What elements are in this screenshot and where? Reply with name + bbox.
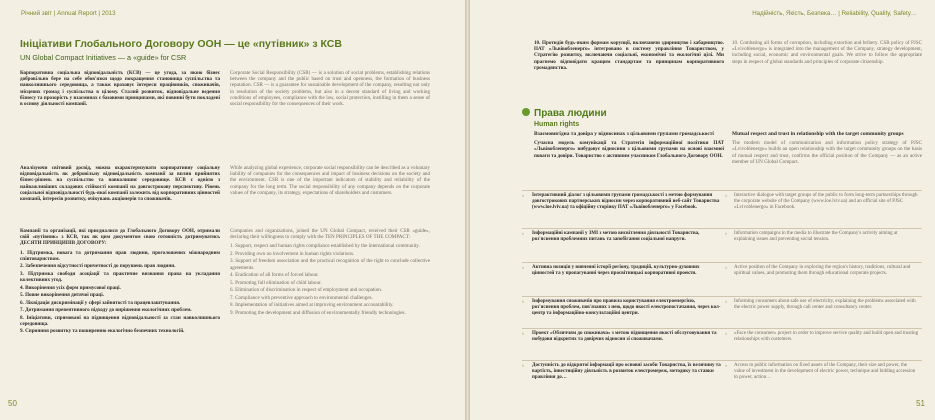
en-paragraph-2: While analyzing global experience, corporate social responsibility can be described as a voluntary liability of companies for the consequences and impact of business decisions on the society and the environment. CSR is one of the important indicators of stability and reliability of the company for the long term. The social responsibility of any company depends on the corporate values of the company, its strategy, expectations of shareholders and customers. (230, 165, 430, 196)
chevron-right-icon: › (522, 231, 524, 237)
table-row (522, 190, 922, 227)
ua-column-1 (20, 70, 220, 160)
row-en-text: Informing consumers about safe use of electricity, explaining the problems associated with the electric power supply, through call center and consultancy center. (734, 299, 916, 310)
en-top-column (732, 40, 922, 100)
row-ua-text: Доступність до відкритої інформації про основні засоби Товариства, їх величину та вартість, інвестиційну діяльність в розвиток електромереж, методику та ставки правління до… (532, 363, 721, 380)
list-item: 9. Сприяння розвитку та поширенню екологічно безпечних технологій. (20, 328, 185, 335)
list-item: 4. Викорінення усіх форм примусової праці. (20, 284, 121, 291)
en-paragraph-1: Corporate Social Responsibility (CSR) — is a solution of social problems, establishing relations between the company and the public based on trust and openness, the formation of business reputation. CSR — is a guarantee for sustainable development of the company, resulting not only in resolution of the society problems, but also in a decent standard of living and working conditions of employees, compliance with the law, social protection, instilling in them a sense of social responsibility for the consequences of their work. (230, 70, 430, 108)
list-item: 8. Implementation of initiatives aimed at improving environment accountability. (230, 302, 394, 309)
ua-paragraph-2: Аналізуючи світовий досвід, можна охарактеризувати корпоративну соціальну відповідальність як добровільну відповідальність компанії за вплив прийнятих бізнес-рішень на суспільство та навколишнє середовище. КСВ є однією з найважливіших складових стійкості компанії на довгострокову перспективу. Рівень соціальної відповідальності будь-якої компанії залежить від корпоративних цінностей компанії, інтересів розвитку, очікувань акціонерів та споживачів. (20, 165, 220, 203)
en-intro: The modern model of communication and information policy strategy of PJSC «Lvivoblenergo» builds an open relationship with the target community groups on the basis of mutual respect and trust, confirms the official position of the Company — as an active member of UN Global Compact. (732, 140, 922, 165)
leaf-icon (522, 108, 530, 116)
list-item: 3. Підтримка свободи асоціації та практичне визнання права на укладання колективних угод. (20, 270, 220, 284)
right-page (470, 0, 935, 420)
en-principle-10: 10. Combating all forms of corruption, including extortion and bribery. CSR policy of PJSC «Lvivoblenergo» is integrated into the management of the Company, strategy development, including social, economic and environmental goals. We strive to follow the appropriate steps in respect of global standards and principles of corporate citizenship. (732, 40, 922, 65)
ua-top-column (534, 40, 724, 100)
list-item: 4. Eradication of all forms of forced labour. (230, 272, 319, 279)
en-principles-list (230, 243, 430, 315)
row-ua-text: Інтерактивний діалог з цільовими групами громадськості з метою формування довгострокових партнерських відносин через корпоративний веб-сайт Товариства (www.loe.lviv.ua) та офіційну сторінку ПАТ «Львівобленерго» у Facebook. (532, 193, 720, 210)
ua-paragraph-1: Корпоративна соціальна відповідальність (КСВ) — це угода, за якою бізнес добровільно бере на себе обов'язки щодо покращення становища суспільства та навколишнього середовища, а також враховує інтереси працівників, споживачів, місцевих громад і суспільства в цілому. Сталий розвиток, відповідальне ведення бізнесу та прозорість у взаєминах є базовими принципами, які повинні бути покладені в основу діяльності компанії. (20, 70, 220, 108)
chevron-right-icon: › (522, 299, 524, 305)
chevron-right-icon: › (725, 231, 727, 237)
en-column-1 (230, 70, 430, 160)
ua-intro: Сучасна модель комунікації та Стратегія інформаційної політики ПАТ «Львівобленерго» вибудовує відносини з цільовими групами на основі взаємної поваги та довіри. Товариство є активним учасником Глобального Договору ООН. (534, 140, 724, 159)
ua-intro-column (534, 131, 724, 187)
list-item: 5. Promoting full elimination of child labour. (230, 279, 322, 286)
page-number-right: 51 (916, 399, 925, 408)
chevron-right-icon: › (725, 363, 727, 369)
list-item: 2. Забезпечення відсутності причетності до порушень прав людини. (20, 263, 176, 270)
list-item: 7. Compliance with preventive approach to environmental challenges. (230, 294, 373, 301)
page-number-left: 50 (8, 399, 17, 408)
chevron-right-icon: › (522, 363, 524, 369)
row-en-text: Interactive dialogue with target groups of the public to form long-term partnerships through the corporate website of the Company (www.loe.lviv.ua) and an official site of PJSC «Lvivoblenergo» in Facebook. (734, 193, 918, 210)
row-ua-text: Активна позиція у вивченні історії регіону, традицій, культурно-духовних цінностей та у пропагуванні через просвітницькі корпоративні проекти. (532, 265, 700, 276)
row-en-text: Active position of the Company in exploring the region's history, traditions, cultural and spiritual values, and promoting them through educational corporate projects. (734, 265, 911, 276)
en-column-2 (230, 165, 430, 225)
ua-column-2 (20, 165, 220, 225)
chevron-right-icon: › (522, 193, 524, 199)
ua-paragraph-3: Компанії та організації, які приєдналися до Глобального Договору ООН, отримали свій «путівник» з КСВ, так як цим документом свою готовність дотримуватись ДЕСЯТИ ПРИНЦИПІВ ДОГОВОРУ: (20, 228, 220, 247)
ua-column-3 (20, 228, 220, 400)
chevron-right-icon: › (522, 265, 524, 271)
table-row (522, 360, 922, 395)
list-item: 2. Providing own no involvement in human rights violations. (230, 250, 355, 257)
page-title: Ініціативи Глобального Договору ООН — це «путівник» з КСВ (20, 38, 342, 50)
row-ua-text: Проект «Обличчям до споживача» з метою підвищення якості обслуговування та побудови відкритих та довірчих відносин зі споживачами. (532, 331, 717, 342)
table-row (522, 328, 922, 357)
chevron-right-icon: › (725, 299, 727, 305)
chevron-right-icon: › (522, 331, 524, 337)
row-ua-text: Інформаційні кампанії у ЗМІ з метою висвітлення діяльності Товариства, роз'яснення проблемних питань та запобігання соціальної напруги. (532, 231, 700, 242)
table-row (522, 262, 922, 295)
list-item: 7. Дотримання превентивного підходу до вирішення екологічних проблем. (20, 307, 192, 314)
en-intro-column (732, 131, 922, 187)
running-header-left: Річний звіт | Annual Report | 2013 (21, 10, 116, 17)
ua-column-heading: Взаємовигідна та довіра у відносинах з цільовими групами громадськості (534, 131, 714, 137)
list-item: 6. Ліквідація дискримінації у сфері зайнятості та працевлаштування. (20, 299, 181, 306)
en-column-3 (230, 228, 430, 400)
list-item: 5. Повне викорінення дитячої праці. (20, 292, 104, 299)
list-item: 1. Support, respect and human rights compliance established by the international community. (230, 243, 420, 250)
list-item: 8. Ініціативи, спрямовані на підвищення відповідальності за стан навколишнього середовища. (20, 314, 220, 327)
en-column-heading: Mutual respect and trust in relationship with the target community groups (732, 131, 904, 137)
ua-principle-10: 10. Протидія будь-яким формам корупції, включаючи здирництво і хабарництво. ПАТ «Львівобленерго» інтегровано в систему управління Товариством, у Стратегію розвитку, включаючи соціальні, економічні та екологічні цілі. Ми прагнемо відповідати кращим стандартам та принципам корпоративного громадянства. (534, 40, 724, 71)
row-ua-text: Інформування споживачів про правила користування електроенергією, роз'яснення проблем, пов'язаних з нею, щодо якості електропостачання, через кол-центр та інформаційно-консультаційні центри. (532, 299, 721, 316)
left-page (0, 0, 465, 420)
chevron-right-icon: › (725, 265, 727, 271)
running-header-right: Надійність, Якість, Безпека… | Reliability, Quality, Safety… (752, 10, 917, 17)
chevron-right-icon: › (725, 193, 727, 199)
ua-principles-list (20, 250, 220, 335)
row-en-text: Information campaigns in the media to illustrate the Company's activity aiming at explaining issues and preventing social tension. (734, 231, 898, 242)
page-subtitle: UN Global Compact Initiatives — a «guide» for CSR (20, 53, 187, 62)
table-row (522, 296, 922, 327)
list-item: 3. Support of freedom association and the practical recognition of the right to conclude collective agreements. (230, 258, 430, 271)
list-item: 6. Elimination of discrimination in respect of employment and occupation. (230, 287, 383, 294)
list-item: 9. Promoting the development and diffusion of environmentally friendly technologies. (230, 309, 406, 316)
table-row (522, 228, 922, 257)
en-paragraph-3: Companies and organizations, joined the UN Global Compact, received their CSR «guide», declaring their willingness to comply with the TEN PRINCIPLES OF THE COMPACT: (230, 228, 430, 241)
chevron-right-icon: › (725, 331, 727, 337)
section-title: Права людини (534, 108, 607, 119)
list-item: 1. Підтримка, повага та дотримання прав людини, проголошених міжнародним співтовариством. (20, 249, 220, 262)
row-en-text: Access to public information on fixed assets of the Company, their size and power, the value of investment in the development of electric power, technique and bidding accession to power, action… (734, 363, 916, 380)
section-subtitle: Human rights (534, 121, 580, 128)
row-en-text: «Face the consumer» project in order to improve service quality and build open and trusting relationships with customers. (734, 331, 919, 342)
